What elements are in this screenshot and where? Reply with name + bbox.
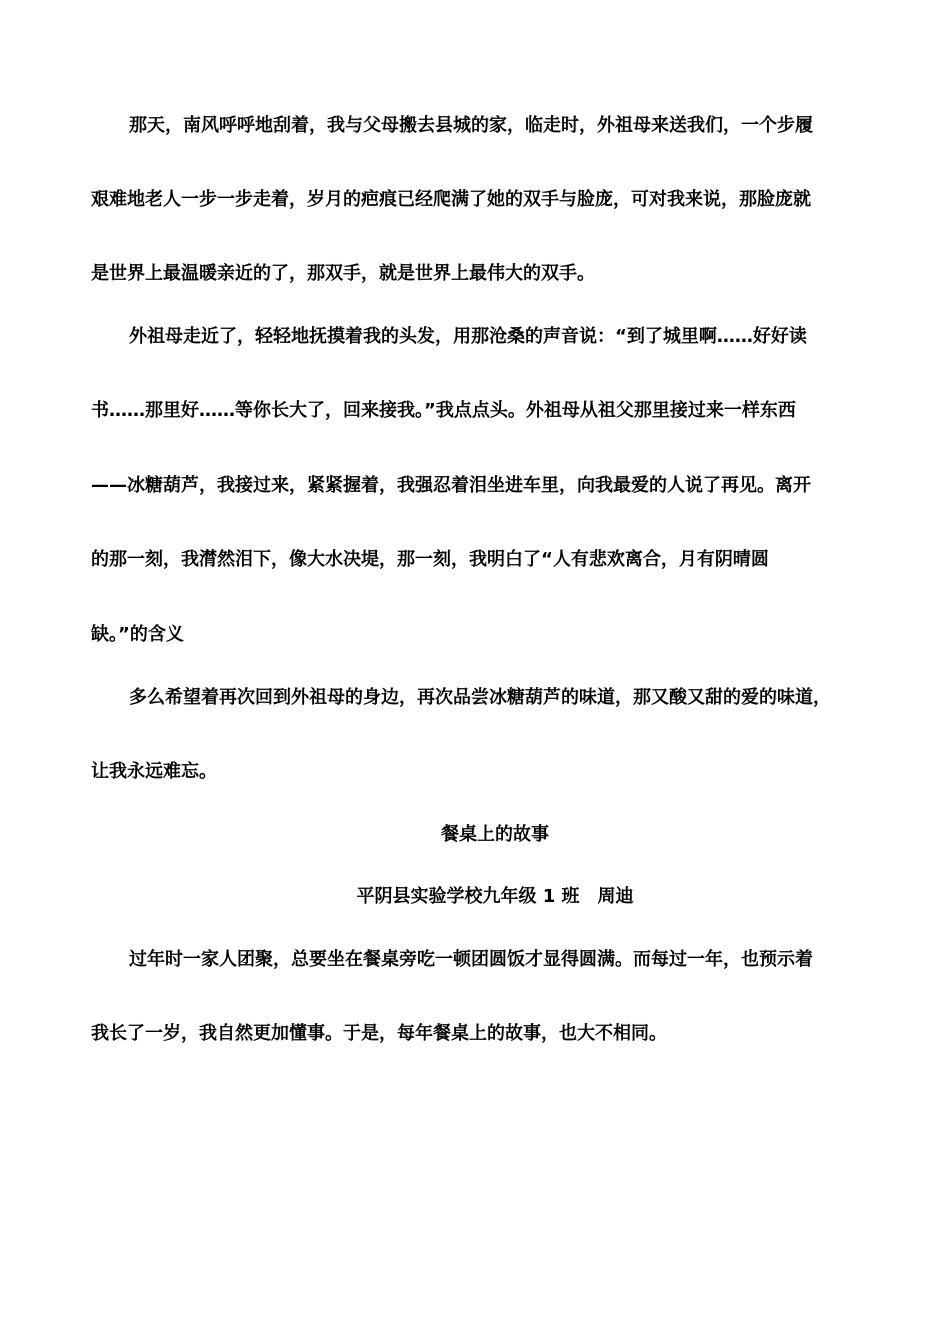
story-title: 餐桌上的故事 bbox=[441, 824, 549, 845]
story1-p3-line2: 让我永远难忘。 bbox=[91, 761, 217, 782]
story1-p2-line5: 缺。”的含义 bbox=[91, 624, 184, 645]
story1-p1-line1: 那天，南风呼呼地刮着，我与父母搬去县城的家，临走时，外祖母来送我们，一个步履 bbox=[129, 115, 813, 136]
story2-p1-line2: 我长了一岁，我自然更加懂事。于是，每年餐桌上的故事，也大不相同。 bbox=[91, 1023, 667, 1044]
story1-p2-line1: 外祖母走近了，轻轻地抚摸着我的头发，用那沧桑的声音说：“到了城里啊……好好读 bbox=[129, 326, 807, 347]
story2-p1-line1: 过年时一家人团聚，总要坐在餐桌旁吃一顿团圆饭才显得圆满。而每过一年，也预示着 bbox=[129, 949, 813, 970]
story1-p2-line3: ——冰糖葫芦，我接过来，紧紧握着，我强忍着泪坐进车里，向我最爱的人说了再见。离开 bbox=[91, 475, 811, 496]
story1-p3-line1: 多么希望着再次回到外祖母的身边，再次品尝冰糖葫芦的味道，那又酸又甜的爱的味道， bbox=[129, 687, 831, 708]
story-author: 平阴县实验学校九年级 1 班 周迪 bbox=[356, 886, 634, 907]
story1-p1-line3: 是世界上最温暖亲近的了，那双手，就是世界上最伟大的双手。 bbox=[91, 263, 595, 284]
story1-p2-line4: 的那一刻，我潸然泪下，像大水决堤，那一刻，我明白了“人有悲欢离合，月有阴晴圆 bbox=[91, 549, 769, 570]
story1-p2-line2: 书……那里好……等你长大了，回来接我。”我点点头。外祖母从祖父那里接过来一样东西 bbox=[91, 400, 796, 421]
story1-p1-line2: 艰难地老人一步一步走着，岁月的疤痕已经爬满了她的双手与脸庞，可对我来说，那脸庞就 bbox=[91, 189, 811, 210]
